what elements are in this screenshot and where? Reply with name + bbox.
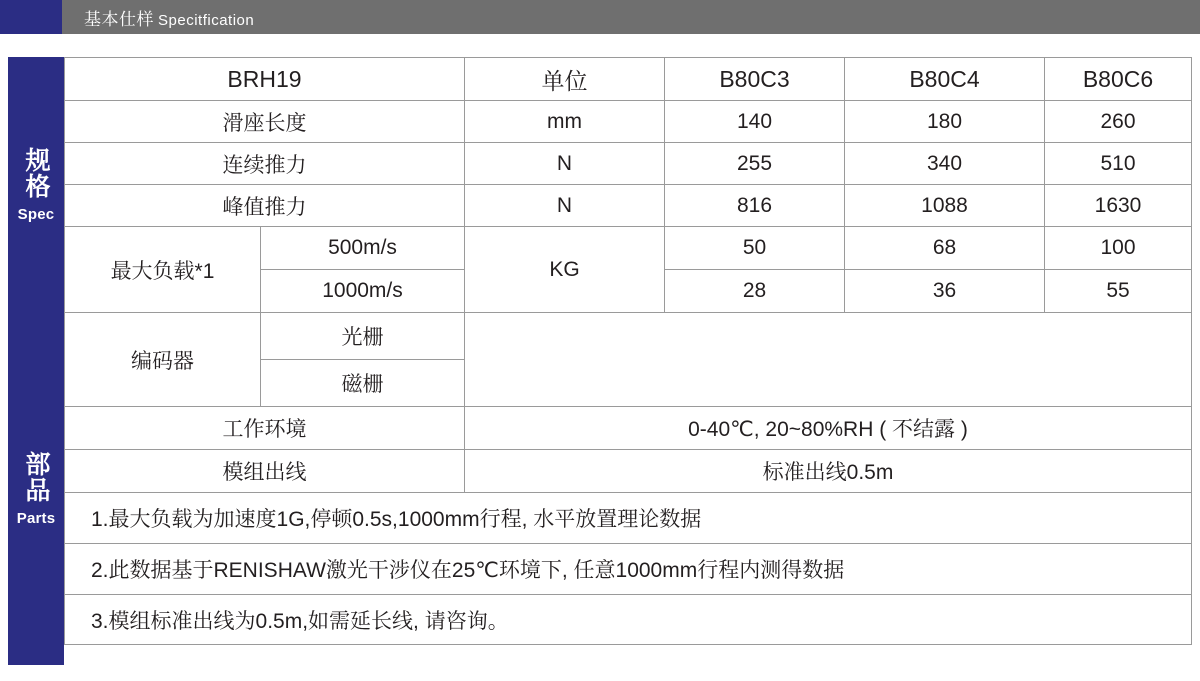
row-value-peak-thrust-b80c6: 1630 [1094, 193, 1142, 217]
row-value-environment: 0-40℃, 20~80%RH ( 不结露 ) [688, 418, 968, 441]
page-title [84, 5, 254, 30]
row-label-max-load: 最大负载*1 [65, 227, 261, 312]
row-value-continuous-thrust-b80c3: 255 [665, 143, 845, 184]
max-load-name-group [65, 227, 465, 312]
header-accent-block [0, 0, 62, 34]
max-load-sub-1000: 1000m/s [261, 269, 464, 312]
row-value-continuous-thrust-b80c6: 510 [1100, 151, 1136, 175]
row-value-continuous-thrust-b80c4: 340 [845, 143, 1045, 184]
row-unit-slider-length: mm [465, 101, 665, 142]
note-1: 1.最大负载为加速度1G,停顿0.5s,1000mm行程, 水平放置理论数据 [91, 508, 702, 531]
table-header-row [64, 57, 1192, 100]
encoder-sub-labels [261, 313, 464, 406]
max-load-1000-b80c3: 28 [665, 270, 845, 312]
row-unit-max-load: KG [465, 227, 665, 312]
max-load-1000-b80c4: 36 [845, 270, 1045, 312]
encoder-value-area [465, 313, 1191, 406]
note-row [64, 543, 1192, 594]
encoder-sub-magnetic: 磁栅 [261, 359, 464, 406]
row-label-continuous-thrust: 连续推力 [65, 143, 465, 184]
note-row [64, 594, 1192, 645]
row-value-slider-length-b80c4: 180 [845, 101, 1045, 142]
row-label-slider-length: 滑座长度 [65, 101, 465, 142]
max-load-1000-b80c6: 55 [1106, 279, 1130, 302]
table-row-encoder [64, 312, 1192, 406]
header-col-b80c6: B80C6 [1082, 65, 1154, 92]
row-label-peak-thrust: 峰值推力 [65, 185, 465, 226]
spec-sheet [8, 57, 1192, 665]
category-spec-label-en: Spec [17, 206, 55, 223]
max-load-sub-labels [261, 227, 464, 312]
header-col-b80c3: B80C3 [665, 58, 845, 100]
table-row-environment [64, 406, 1192, 449]
header-col-b80c4: B80C4 [845, 58, 1045, 100]
table-row-max-load [64, 226, 1192, 312]
row-value-slider-length-b80c6: 260 [1100, 109, 1136, 133]
row-label-environment: 工作环境 [65, 407, 465, 449]
page-header [0, 0, 1200, 34]
category-column [8, 57, 64, 665]
header-unit: 单位 [465, 58, 665, 100]
row-label-cable: 模组出线 [65, 450, 465, 492]
row-unit-continuous-thrust: N [465, 143, 665, 184]
note-2: 2.此数据基于RENISHAW激光干涉仪在25℃环境下, 任意1000mm行程内测得数据 [91, 559, 845, 582]
encoder-name-group [65, 313, 465, 406]
encoder-sub-optical: 光栅 [341, 326, 384, 349]
max-load-sub-500: 500m/s [328, 236, 397, 259]
row-value-peak-thrust-b80c3: 816 [665, 185, 845, 226]
max-load-values-500 [665, 227, 1191, 269]
max-load-500-b80c4: 68 [845, 227, 1045, 269]
row-label-encoder: 编码器 [65, 313, 261, 406]
category-parts-label-en: Parts [16, 510, 56, 527]
row-value-slider-length-b80c3: 140 [665, 101, 845, 142]
category-parts-label-cn: 部品 [22, 451, 50, 503]
max-load-500-b80c6: 100 [1100, 236, 1136, 259]
page-title-en: Specitfication [158, 11, 255, 29]
category-parts [8, 313, 64, 665]
table-row-cable [64, 449, 1192, 492]
header-model: BRH19 [65, 58, 465, 100]
row-value-cable: 标准出线0.5m [762, 461, 894, 484]
note-3: 3.模组标准出线为0.5m,如需延长线, 请咨询。 [91, 609, 509, 633]
table-row [64, 184, 1192, 226]
max-load-values-1000 [665, 269, 1191, 312]
row-value-peak-thrust-b80c4: 1088 [845, 185, 1045, 226]
table-row [64, 142, 1192, 184]
page-title-cn: 基本仕样 [84, 9, 154, 29]
note-row [64, 492, 1192, 543]
category-spec-label-cn: 规格 [22, 147, 50, 199]
spec-table [64, 57, 1192, 665]
max-load-500-b80c3: 50 [665, 227, 845, 269]
table-row [64, 100, 1192, 142]
row-unit-peak-thrust: N [465, 185, 665, 226]
category-spec [8, 57, 64, 313]
max-load-values [665, 227, 1191, 312]
